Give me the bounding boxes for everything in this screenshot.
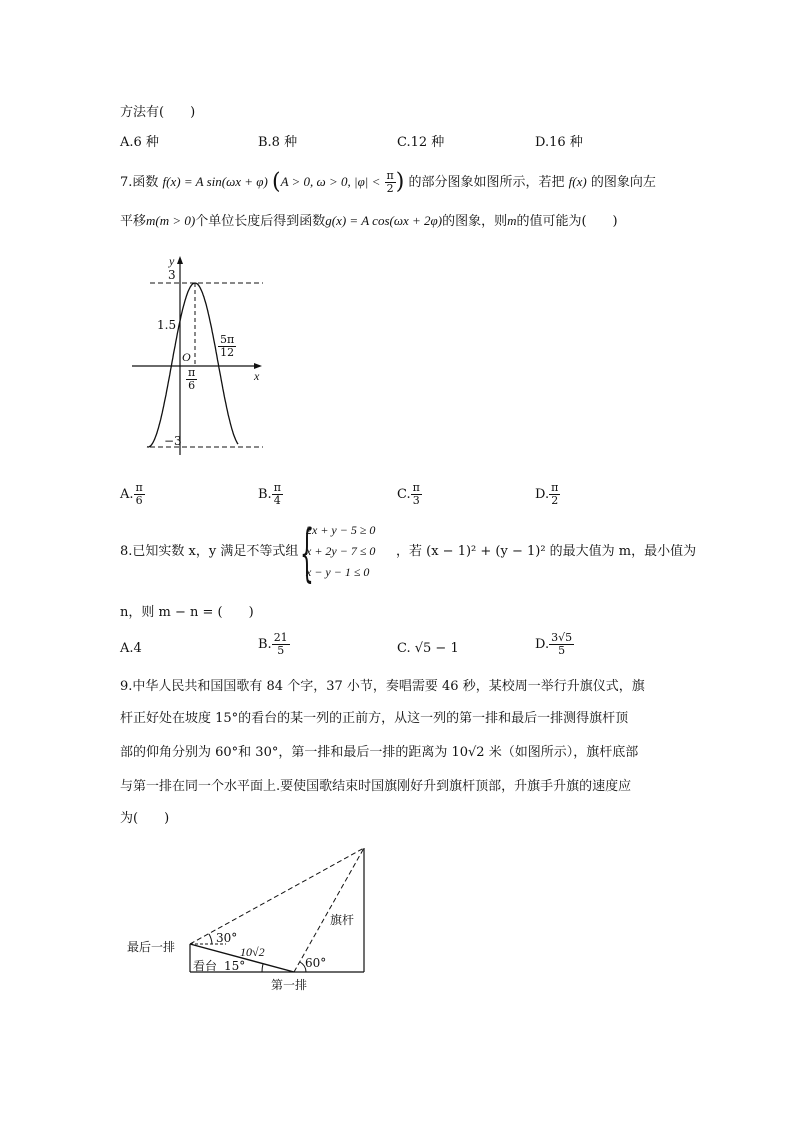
q8-option-d-letter: D. <box>535 637 550 652</box>
q7-origin: O <box>182 350 191 364</box>
q7-number: 7.函数 <box>120 175 159 190</box>
q8-option-b-num: 21 <box>273 631 288 644</box>
q7-option-b-num: π <box>273 481 281 494</box>
q7-condition: A > 0, ω > 0, |φ| < <box>280 174 381 189</box>
q7-cond-frac-den: 2 <box>386 182 394 195</box>
q7-x-label: x <box>254 369 260 383</box>
q7-y-label: y <box>169 254 175 268</box>
q7-x-tick2-den: 12 <box>220 346 235 359</box>
q7-option-c-num: π <box>412 481 420 494</box>
q9-first-row-label: 第一排 <box>271 978 308 992</box>
q6-option-a: A.6 种 <box>120 135 159 150</box>
q7-y-mid: 1.5 <box>157 318 177 332</box>
q9-last-row-label: 最后一排 <box>127 940 176 954</box>
q7-fx: f(x) <box>568 174 587 189</box>
q9-line4: 与第一排在同一个水平面上.要使国歌结束时国旗刚好升到旗杆顶部，升旗手升旗的速度应 <box>120 779 632 794</box>
q7-option-d-num: π <box>551 481 559 494</box>
q6-option-c: C.12 种 <box>397 135 445 150</box>
q7-m-condition: m(m > 0) <box>146 213 196 228</box>
q9-line5: 为( ) <box>120 811 170 826</box>
q8-lead: 8.已知实数 x，y 满足不等式组 <box>120 544 299 559</box>
q7-y-max: 3 <box>168 268 176 282</box>
q7-line2-c: 的图象，则 <box>442 214 508 229</box>
q7-option-b-den: 4 <box>273 494 281 507</box>
q9-stand-label: 看台 <box>193 959 218 973</box>
q7-option-d-letter: D. <box>535 487 550 502</box>
q8-option-d-den: 5 <box>558 644 566 657</box>
q6-option-d: D.16 种 <box>535 135 583 150</box>
q8-inequality-1: 2x + y − 5 ≥ 0 <box>306 523 376 537</box>
q7-m: m <box>507 213 517 228</box>
q9-arc-15 <box>262 964 263 972</box>
q7-function: f(x) = A sin(ωx + φ) <box>162 174 268 189</box>
q8-option-b-letter: B. <box>258 637 272 652</box>
q8-option-c: C. √5 − 1 <box>397 641 459 656</box>
q8-option-b-den: 5 <box>277 644 285 657</box>
q9-arc-30 <box>209 934 212 944</box>
q7-cond-frac-num: π <box>386 169 394 182</box>
q9-angle15-label: 15° <box>224 959 246 973</box>
q7-line2-d: 的值可能为( ) <box>516 214 618 229</box>
q8-brace: { <box>300 516 314 589</box>
q8-inequality-3: x − y − 1 ≤ 0 <box>306 565 370 579</box>
q7-x-tick2-num: 5π <box>220 333 235 346</box>
q9-line1: 9.中华人民共和国国歌有 84 个字，37 小节，奏唱需要 46 秒，某校周一举行升旗仪式，旗 <box>120 679 645 694</box>
q9-distance-label: 10√2 <box>240 945 265 959</box>
q9-line2: 杆正好处在坡度 15°的看台的某一列的正前方，从这一列的第一排和最后一排测得旗杆顶 <box>120 711 629 726</box>
q8-option-d-num: 3√5 <box>551 631 573 644</box>
q7-line2-a: 平移 <box>120 214 147 229</box>
q6-option-b: B.8 种 <box>258 135 298 150</box>
q9-pole-label: 旗杆 <box>330 913 355 927</box>
q7-y-min: −3 <box>164 434 182 448</box>
q7-gx: g(x) = A cos(ωx + 2φ) <box>325 213 443 228</box>
q9-sight-first <box>294 848 364 972</box>
q7-text2: 的图象向左 <box>590 175 656 190</box>
q7-x-tick1-num: π <box>188 366 196 379</box>
q7-option-a-num: π <box>135 481 143 494</box>
q7-line1: 7.函数 f(x) = A sin(ωx + φ) (A > 0, ω > 0, |φ| < $\frac{\pi}{2}$ ) 的部分图象如图所示，若把 f(x) 的图象向左 <box>120 169 656 195</box>
q7-text1: 的部分图象如图所示，若把 <box>408 175 565 190</box>
q9-angle60-label: 60° <box>305 956 327 970</box>
q7-option-c-letter: C. <box>397 487 411 502</box>
q9-angle30-label: 30° <box>216 931 238 945</box>
q9-line3: 部的仰角分别为 60°和 30°，第一排和最后一排的距离为 10√2 米（如图所示），旗杆底部 <box>120 745 639 760</box>
q7-line2-b: 个单位长度后得到函数 <box>195 214 326 229</box>
q7-option-a-den: 6 <box>135 494 143 507</box>
q7-option-a-letter: A. <box>120 487 134 502</box>
q7-x-tick1-den: 6 <box>188 379 196 392</box>
q8-option-a: A.4 <box>120 641 142 656</box>
q7-option-b-letter: B. <box>258 487 272 502</box>
q7-option-c-den: 3 <box>412 494 420 507</box>
q6-tail-text: 方法有( ) <box>120 105 196 120</box>
q8-text1: ，若 (x − 1)² + (y − 1)² 的最大值为 m，最小值为 <box>396 544 697 559</box>
q8-line2: n，则 m − n = ( ) <box>120 605 254 620</box>
q8-inequality-2: x + 2y − 7 ≤ 0 <box>306 544 376 558</box>
q7-option-d-den: 2 <box>551 494 559 507</box>
q9-sight-last <box>190 848 364 944</box>
